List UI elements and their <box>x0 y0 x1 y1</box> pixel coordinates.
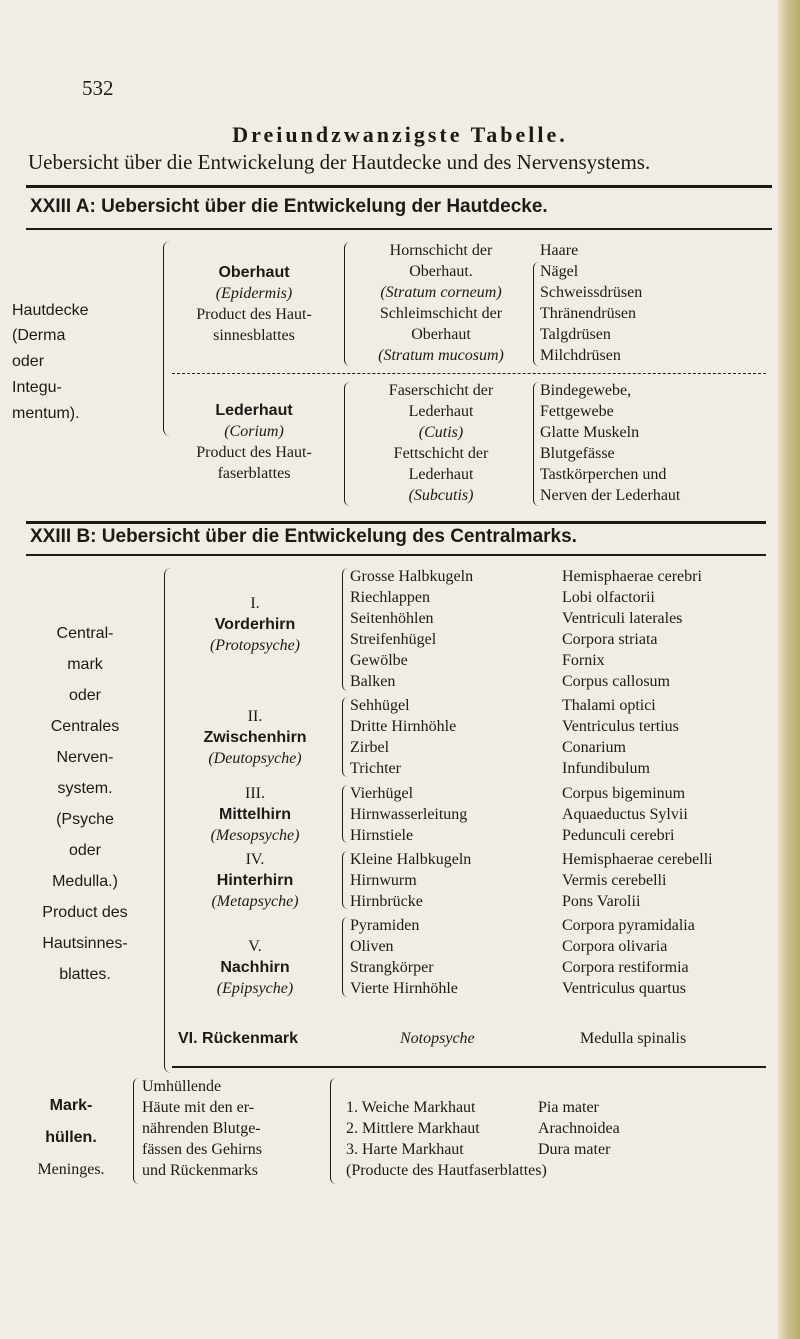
group-number: V. <box>248 938 262 955</box>
lederhaut-products <box>540 380 770 506</box>
table-subtitle: Uebersicht über die Entwickelung der Hautdecke und des Nervensystems. <box>28 150 651 174</box>
oberhaut-origin: Product des Haut- <box>196 306 312 323</box>
oberhaut-name: Oberhaut <box>218 264 290 281</box>
latin-part-line: Pedunculi cerebri <box>562 827 675 844</box>
part-line: Gewölbe <box>350 652 408 669</box>
layer-line: Oberhaut. <box>409 263 473 280</box>
product-line: Fettgewebe <box>540 403 614 420</box>
rueckenmark-latin: Notopsyche <box>400 1030 475 1047</box>
nachhirn-block <box>172 936 338 999</box>
part-line: Zirbel <box>350 739 390 756</box>
latin-part-line: Vermis cerebelli <box>562 872 667 889</box>
oberhaut-layers <box>348 240 534 366</box>
section-a-outer-brace <box>163 241 170 436</box>
section-a-rule <box>26 228 772 230</box>
meninx-latin: Pia mater <box>538 1099 599 1116</box>
zwischenhirn-brace <box>342 697 348 777</box>
label-line: Meninges. <box>37 1161 105 1178</box>
mittelhirn-block <box>172 783 338 846</box>
meninx-latin: Dura mater <box>538 1141 611 1158</box>
oberhaut-block <box>170 262 338 346</box>
oberhaut-latin: (Epidermis) <box>215 285 293 302</box>
latin-part-line: Conarium <box>562 739 626 756</box>
label-line: mark <box>67 656 103 673</box>
product-line: Bindegewebe, <box>540 382 632 399</box>
meninges-layers-latin <box>538 1097 718 1160</box>
product-line: Schweissdrüsen <box>540 284 643 301</box>
mittelhirn-parts <box>350 783 556 846</box>
description-line: Umhüllende <box>142 1078 222 1095</box>
label-line: Centrales <box>50 718 120 735</box>
latin-part-line: Corpora pyramidalia <box>562 917 695 934</box>
latin-part-line: Hemisphaerae cerebelli <box>562 851 713 868</box>
part-line: Vierte Hirnhöhle <box>350 980 458 997</box>
zwischenhirn-latin-parts <box>562 695 768 779</box>
product-line: Milchdrüsen <box>540 347 621 364</box>
layer-line: (Subcutis) <box>408 487 474 504</box>
part-line: Hirnbrücke <box>350 893 423 910</box>
label-line: mentum). <box>12 405 80 422</box>
label-line: (Psyche <box>56 811 114 828</box>
table-title: Dreiundzwanzigste Tabelle. <box>232 122 568 147</box>
layer-line: (Cutis) <box>418 424 464 441</box>
section-a-divider <box>172 373 766 374</box>
group-latin: (Deutopsyche) <box>208 750 302 767</box>
product-line: Tastkörperchen und <box>540 466 667 483</box>
layer-line: Lederhaut <box>408 403 474 420</box>
oberhaut-products <box>540 240 770 366</box>
label-line: Mark- <box>49 1097 93 1114</box>
label-line: Nerven- <box>56 749 114 766</box>
layer-line: Schleimschicht der <box>379 305 503 322</box>
label-line: Central- <box>56 625 114 642</box>
layer-line: (Stratum mucosum) <box>378 347 504 364</box>
part-line: Kleine Halbkugeln <box>350 851 472 868</box>
meninges-left-label <box>10 1090 132 1186</box>
nachhirn-parts <box>350 915 556 999</box>
label-line: Hautsinnes- <box>42 935 128 952</box>
description-line: fässen des Gehirns <box>142 1141 262 1158</box>
group-name: Mittelhirn <box>219 806 291 823</box>
latin-part-line: Hemisphaerae cerebri <box>562 568 702 585</box>
label-line: oder <box>12 353 45 370</box>
zwischenhirn-parts <box>350 695 556 779</box>
product-line: Nägel <box>540 263 579 280</box>
section-b-rule <box>26 554 766 556</box>
layer-line: Lederhaut <box>408 466 474 483</box>
group-number: III. <box>245 785 265 802</box>
mittelhirn-latin-parts <box>562 783 768 846</box>
zwischenhirn-block <box>172 706 338 769</box>
latin-part-line: Ventriculus quartus <box>562 980 686 997</box>
hinterhirn-parts <box>350 849 556 912</box>
rueckenmark-medulla: Medulla spinalis <box>580 1030 687 1047</box>
group-name: Hinterhirn <box>216 872 294 889</box>
meninges-layers-brace <box>330 1078 336 1184</box>
part-line: Strangkörper <box>350 959 434 976</box>
part-line: Balken <box>350 673 396 690</box>
meninx-german: 3. Harte Markhaut <box>346 1141 464 1158</box>
latin-part-line: Lobi olfactorii <box>562 589 655 606</box>
part-line: Hirnwasserleitung <box>350 806 468 823</box>
page-edge <box>778 0 800 1339</box>
meninx-german: 1. Weiche Markhaut <box>346 1099 476 1116</box>
part-line: Vierhügel <box>350 785 414 802</box>
product-line: Thränendrüsen <box>540 305 636 322</box>
layer-line: Faserschicht der <box>388 382 494 399</box>
group-number: II. <box>247 708 263 725</box>
nachhirn-latin-parts <box>562 915 768 999</box>
vorderhirn-latin-parts <box>562 566 768 692</box>
product-line: Haare <box>540 242 579 259</box>
vorderhirn-parts <box>350 566 556 692</box>
group-name: Zwischenhirn <box>203 729 307 746</box>
meninges-note: (Producte des Hautfaserblattes) <box>346 1162 547 1179</box>
group-name: Vorderhirn <box>214 616 296 633</box>
part-line: Pyramiden <box>350 917 420 934</box>
label-line: oder <box>68 687 102 704</box>
latin-part-line: Ventriculi laterales <box>562 610 683 627</box>
meninx-german: 2. Mittlere Markhaut <box>346 1120 480 1137</box>
hinterhirn-brace <box>342 851 348 909</box>
label-line: Medulla.) <box>52 873 118 890</box>
part-line: Hirnwurm <box>350 872 417 889</box>
part-line: Hirnstiele <box>350 827 414 844</box>
part-line: Grosse Halbkugeln <box>350 568 474 585</box>
layer-line: (Stratum corneum) <box>380 284 502 301</box>
latin-part-line: Fornix <box>562 652 605 669</box>
description-line: Häute mit den er- <box>142 1099 255 1116</box>
label-line: system. <box>57 780 113 797</box>
latin-part-line: Ventriculus tertius <box>562 718 679 735</box>
group-name: Nachhirn <box>220 959 290 976</box>
group-number: I. <box>250 595 260 612</box>
description-line: nährenden Blutge- <box>142 1120 261 1137</box>
meninges-description <box>142 1076 322 1181</box>
latin-part-line: Pons Varolii <box>562 893 641 910</box>
lederhaut-block <box>170 400 338 484</box>
oberhaut-products-brace <box>533 262 539 366</box>
group-latin: (Epipsyche) <box>216 980 294 997</box>
label-line: oder <box>68 842 102 859</box>
latin-part-line: Corpora striata <box>562 631 658 648</box>
oberhaut-origin-2: sinnesblattes <box>213 327 295 344</box>
lederhaut-origin-2: faserblattes <box>217 465 291 482</box>
section-b-left-label <box>20 618 150 990</box>
part-line: Riechlappen <box>350 589 430 606</box>
part-line: Oliven <box>350 938 394 955</box>
product-line: Talgdrüsen <box>540 326 611 343</box>
latin-part-line: Corpora restiformia <box>562 959 689 976</box>
group-number: IV. <box>245 851 265 868</box>
label-line: Product des <box>42 904 128 921</box>
latin-part-line: Corpus callosum <box>562 673 670 690</box>
product-line: Nerven der Lederhaut <box>540 487 681 504</box>
part-line: Streifenhügel <box>350 631 437 648</box>
layer-line: Fettschicht der <box>393 445 489 462</box>
nachhirn-brace <box>342 917 348 997</box>
section-a-heading: XXIII A: Uebersicht über die Entwickelung der Hautdecke. <box>30 196 548 217</box>
section-b-outer-brace <box>164 568 171 1073</box>
part-line: Trichter <box>350 760 401 777</box>
label-line: (Derma <box>12 327 66 344</box>
lederhaut-layers <box>348 380 534 506</box>
vorderhirn-brace <box>342 568 348 691</box>
layer-line: Hornschicht der <box>389 242 493 259</box>
latin-part-line: Corpora olivaria <box>562 938 668 955</box>
group-latin: (Metapsyche) <box>211 893 299 910</box>
part-line: Dritte Hirnhöhle <box>350 718 457 735</box>
product-line: Glatte Muskeln <box>540 424 640 441</box>
lederhaut-latin: (Corium) <box>224 423 284 440</box>
section-b-bottom-rule <box>172 1066 766 1068</box>
lederhaut-origin: Product des Haut- <box>196 444 312 461</box>
part-line: Seitenhöhlen <box>350 610 434 627</box>
group-latin: (Protopsyche) <box>209 637 301 654</box>
part-line: Sehhügel <box>350 697 410 714</box>
label-line: blattes. <box>59 966 111 983</box>
group-latin: (Mesopsyche) <box>210 827 300 844</box>
lederhaut-products-brace <box>533 382 539 506</box>
hinterhirn-block <box>172 849 338 912</box>
mittelhirn-brace <box>342 785 348 843</box>
section-b-top-rule <box>26 521 766 524</box>
layer-line: Oberhaut <box>411 326 471 343</box>
lederhaut-name: Lederhaut <box>215 402 293 419</box>
latin-part-line: Infundibulum <box>562 760 650 777</box>
header-rule <box>26 185 772 188</box>
meninx-latin: Arachnoidea <box>538 1120 620 1137</box>
latin-part-line: Thalami optici <box>562 697 656 714</box>
meninges-outer-brace <box>133 1078 139 1184</box>
section-b-heading: XXIII B: Uebersicht über die Entwickelung des Centralmarks. <box>30 526 577 547</box>
description-line: und Rückenmarks <box>142 1162 258 1179</box>
product-line: Blutgefässe <box>540 445 615 462</box>
label-line: Integu- <box>12 379 62 396</box>
vorderhirn-block <box>172 593 338 656</box>
latin-part-line: Aquaeductus Sylvii <box>562 806 688 823</box>
hinterhirn-latin-parts <box>562 849 768 912</box>
meninges-layers-german <box>346 1097 526 1160</box>
section-a-left-label <box>12 298 142 427</box>
latin-part-line: Corpus bigeminum <box>562 785 686 802</box>
page-number: 532 <box>82 76 114 100</box>
label-line: Hautdecke <box>12 302 89 319</box>
rueckenmark-name: VI. Rückenmark <box>178 1030 299 1047</box>
label-line: hüllen. <box>45 1129 97 1146</box>
